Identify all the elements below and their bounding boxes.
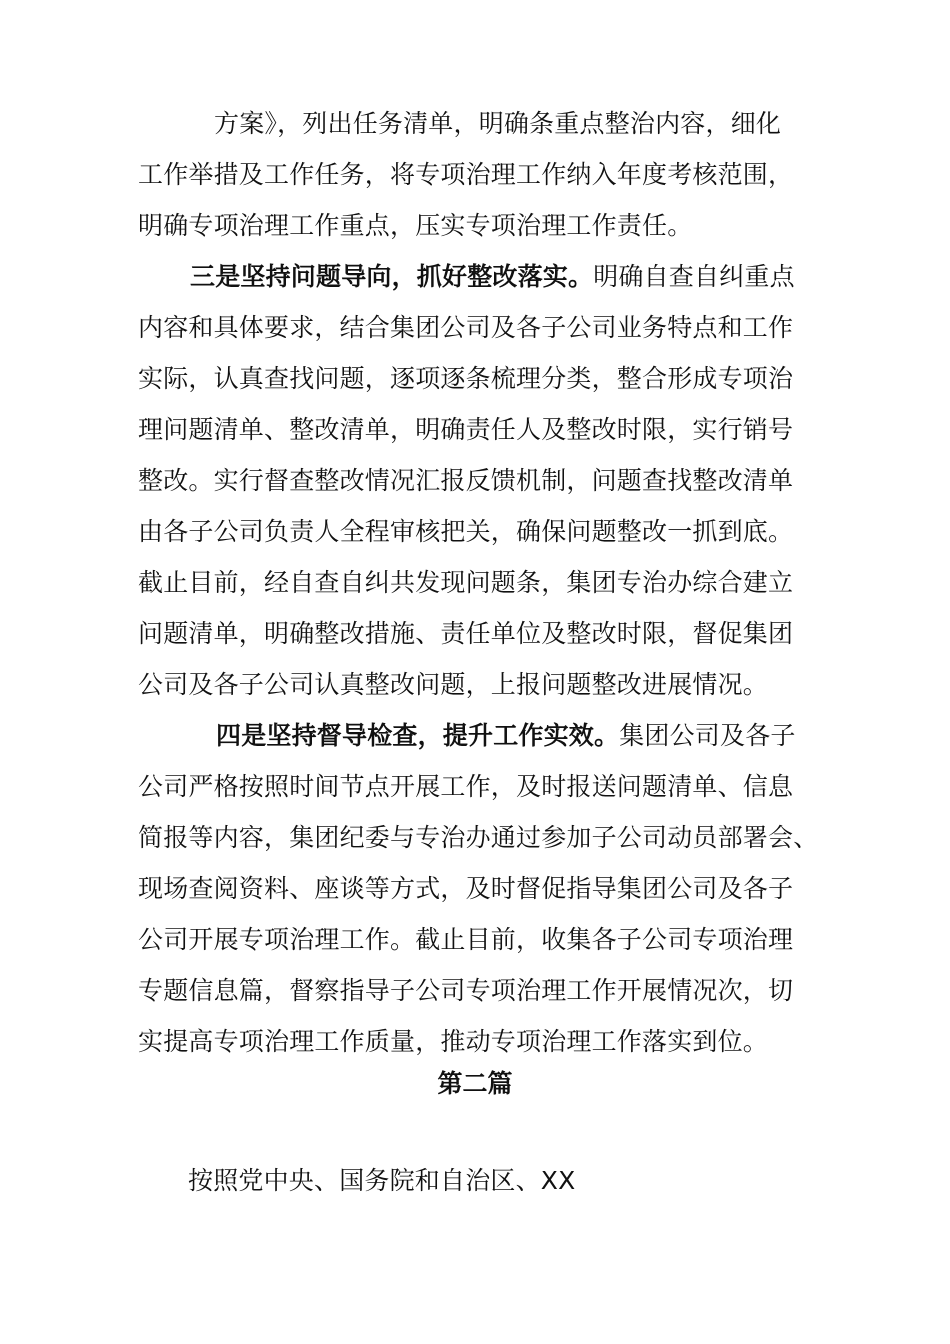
paragraph-line: 理问题清单、整改清单，明确责任人及整改时限，实行销号 — [138, 415, 794, 444]
bold-lead-heading: 四是坚持督导检查，提升工作实效。 — [216, 721, 620, 750]
paragraph-text: 集团公司及各子 — [619, 721, 796, 750]
paragraph-line: 明确专项治理工作重点，压实专项治理工作责任。 — [138, 211, 693, 240]
paragraph-line: 由各子公司负责人全程审核把关，确保问题整改一抓到底。 — [138, 517, 794, 546]
paragraph-line: 公司严格按照时间节点开展工作，及时报送问题清单、信息 — [138, 772, 794, 801]
paragraph-line: 公司开展专项治理工作。截止目前，收集各子公司专项治理 — [138, 925, 794, 954]
bold-lead-heading: 三是坚持问题导向，抓好整改落实。 — [190, 262, 594, 291]
paragraph-line: 整改。实行督查整改情况汇报反馈机制，问题查找整改清单 — [138, 466, 794, 495]
paragraph-line: 工作举措及工作任务，将专项治理工作纳入年度考核范围， — [138, 160, 794, 189]
paragraph-first-line — [216, 716, 896, 756]
paragraph-line: 公司及各子公司认真整改问题，上报问题整改进展情况。 — [138, 670, 769, 699]
section-heading: 第二篇 — [437, 1069, 513, 1098]
paragraph-line: 按照党中央、国务院和自治区、XX — [188, 1166, 576, 1195]
paragraph-line: 截止目前，经自查自纠共发现问题条，集团专治办综合建立 — [138, 568, 794, 597]
paragraph-line: 简报等内容，集团纪委与专治办通过参加子公司动员部署会、 — [138, 823, 819, 852]
paragraph-line: 问题清单，明确整改措施、责任单位及整改时限，督促集团 — [138, 619, 794, 648]
paragraph-first-line — [190, 257, 870, 297]
paragraph-line: 专题信息篇，督察指导子公司专项治理工作开展情况次，切 — [138, 976, 794, 1005]
paragraph-line: 实际，认真查找问题，逐项逐条梳理分类，整合形成专项治 — [138, 364, 794, 393]
paragraph-line: 现场查阅资料、座谈等方式，及时督促指导集团公司及各子 — [138, 874, 794, 903]
paragraph-line: 实提高专项治理工作质量，推动专项治理工作落实到位。 — [138, 1027, 769, 1056]
paragraph-line: 内容和具体要求，结合集团公司及各子公司业务特点和工作 — [138, 313, 794, 342]
paragraph-line: 方案》，列出任务清单，明确条重点整治内容，细化 — [214, 109, 782, 138]
paragraph-text: 明确自查自纠重点 — [593, 262, 795, 291]
